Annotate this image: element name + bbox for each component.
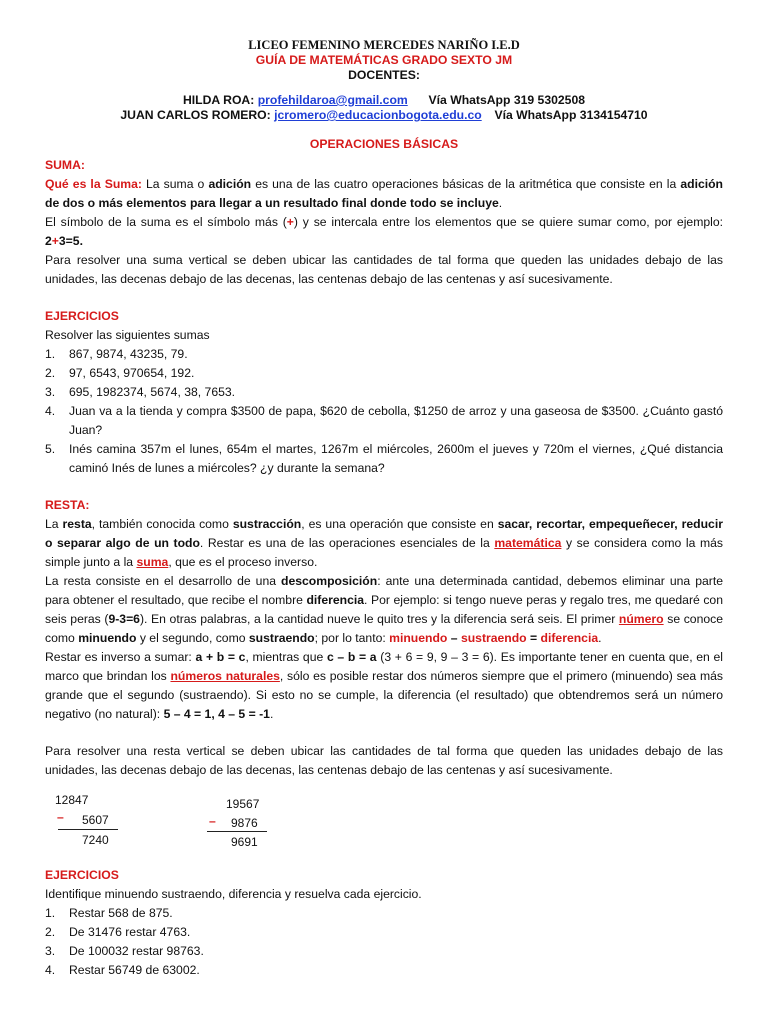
list-item: 3. De 100032 restar 98763. (45, 944, 204, 958)
link-numero[interactable]: número (618, 612, 664, 626)
list-item: 2. De 31476 restar 4763. (45, 925, 191, 939)
ejercicios-2-heading: EJERCICIOS (45, 868, 119, 882)
calc-2-result: 9691 (231, 835, 258, 849)
calc-2-minuend: 19567 (226, 797, 260, 811)
list-item: 1. 867, 9874, 43235, 79. (45, 347, 188, 361)
ejercicios-1-heading: EJERCICIOS (45, 309, 119, 323)
teacher-1 (45, 93, 723, 108)
calc-2-subtrahend: 9876 (231, 816, 258, 830)
ejercicios-1-intro: Resolver las siguientes sumas (45, 328, 210, 342)
list-item: 4. Restar 56749 de 63002. (45, 963, 200, 977)
calc-1-minus-sign: – (57, 810, 64, 824)
resta-paragraph-3: Restar es inverso a sumar: a + b = c, mientras que c – b = a (3 + 6 = 9, 9 – 3 = 6). Es importante tener en cuenta que, en el marco que brindan los números naturales, sólo es posible restar dos números siempre que el primero (minuendo) sea más grande que el segundo (sustraendo). Si esto no se cumple, la diferencia (el resultado) que obtendremos será un número negativo (no natural): 5 – 4 = 1, 4 – 5 = -1. (45, 650, 723, 721)
list-item: 4. Juan va a la tienda y compra $3500 de papa, $620 de cebolla, $1250 de arroz y una gaseosa de $3500. ¿Cuánto gastó Juan? (45, 404, 723, 437)
teacher-1-email[interactable]: profehildaroa@gmail.com (257, 93, 408, 107)
calc-1-subtrahend: 5607 (82, 813, 109, 827)
ejercicios-2-list (45, 904, 723, 980)
exercises-2-block (45, 866, 723, 980)
resta-paragraph-4: Para resolver una resta vertical se deben ubicar las cantidades de tal forma que queden las unidades debajo de las unidades, las decenas debajo de las decenas, las centenas debajo de las centenas y así sucesivamente. (45, 744, 723, 777)
calc-1-minuend: 12847 (55, 793, 89, 807)
suma-paragraph-1: Qué es la Suma: La suma o adición es una de las cuatro operaciones básicas de la aritmética que consiste en la adición de dos o más elementos para llegar a un resultado final donde todo se incluye. (45, 177, 724, 210)
calc-1-line (58, 829, 118, 830)
teacher-2 (45, 108, 723, 123)
link-matematica[interactable]: matemática (494, 536, 562, 550)
list-item: 3. 695, 1982374, 5674, 38, 7653. (45, 385, 236, 399)
ejercicios-2-intro: Identifique minuendo sustraendo, diferencia y resuelva cada ejercicio. (45, 887, 422, 901)
section-title: OPERACIONES BÁSICAS (309, 137, 459, 151)
calc-2-minus-sign: – (209, 814, 216, 828)
teacher-2-phone: Vía WhatsApp 3134154710 (494, 108, 648, 122)
suma-heading: SUMA: (45, 158, 85, 172)
suma-paragraph-2: El símbolo de la suma es el símbolo más (+) y se intercala entre los elementos que se quiere sumar como, por ejemplo: 2+3=5. (45, 215, 723, 248)
guide-title: GUÍA DE MATEMÁTICAS GRADO SEXTO JM (255, 53, 513, 67)
list-item: 5. Inés camina 357m el lunes, 654m el martes, 1267m el miércoles, 2600m el jueves y 720m el viernes, ¿Qué distancia caminó Inés de lunes a miércoles? ¿y durante la semana? (45, 442, 723, 475)
link-suma[interactable]: suma (136, 555, 169, 569)
ejercicios-1-list (45, 345, 723, 478)
calc-2-line (207, 831, 267, 832)
teacher-1-phone: Vía WhatsApp 319 5302508 (428, 93, 586, 107)
list-item: 1. Restar 568 de 875. (45, 906, 173, 920)
suma-question: Qué es la Suma: (45, 177, 142, 191)
calc-1-result: 7240 (82, 833, 109, 847)
teacher-1-name: HILDA ROA: (182, 93, 255, 107)
school-name: LICEO FEMENINO MERCEDES NARIÑO I.E.D (248, 38, 520, 52)
teacher-2-email[interactable]: jcromero@educacionbogota.edu.co (274, 108, 482, 122)
list-item: 2. 97, 6543, 970654, 192. (45, 366, 195, 380)
link-numeros-naturales[interactable]: números naturales (170, 669, 280, 683)
resta-heading: RESTA: (45, 498, 90, 512)
teacher-2-name: JUAN CARLOS ROMERO: (120, 108, 271, 122)
teachers-label: DOCENTES: (348, 68, 420, 82)
resta-paragraph-1: La resta, también conocida como sustracción, es una operación que consiste en sacar, recortar, empequeñecer, reducir o separar algo de un todo. Restar es una de las operaciones esenciales de la matemática y se considera como la más simple junto a la suma, que es el proceso inverso. (45, 517, 723, 569)
suma-paragraph-3: Para resolver una suma vertical se deben ubicar las cantidades de tal forma que queden las unidades debajo de las unidades, las decenas debajo de las decenas, las centenas debajo de las centenas y así sucesivamente. (45, 253, 723, 286)
document-page (45, 38, 723, 780)
resta-paragraph-2: La resta consiste en el desarrollo de una descomposición: ante una determinada cantidad, debemos eliminar una parte para obtener el resultado, que recibe el nombre diferencia. Por ejemplo: si tengo nueve peras y regalo tres, me quedaré con seis peras (9-3=6). En otras palabras, a la cantidad nueve le quito tres y la diferencia será seis. El primer número se conoce como minuendo y el segundo, como sustraendo; por lo tanto: minuendo – sustraendo = diferencia. (45, 574, 724, 645)
